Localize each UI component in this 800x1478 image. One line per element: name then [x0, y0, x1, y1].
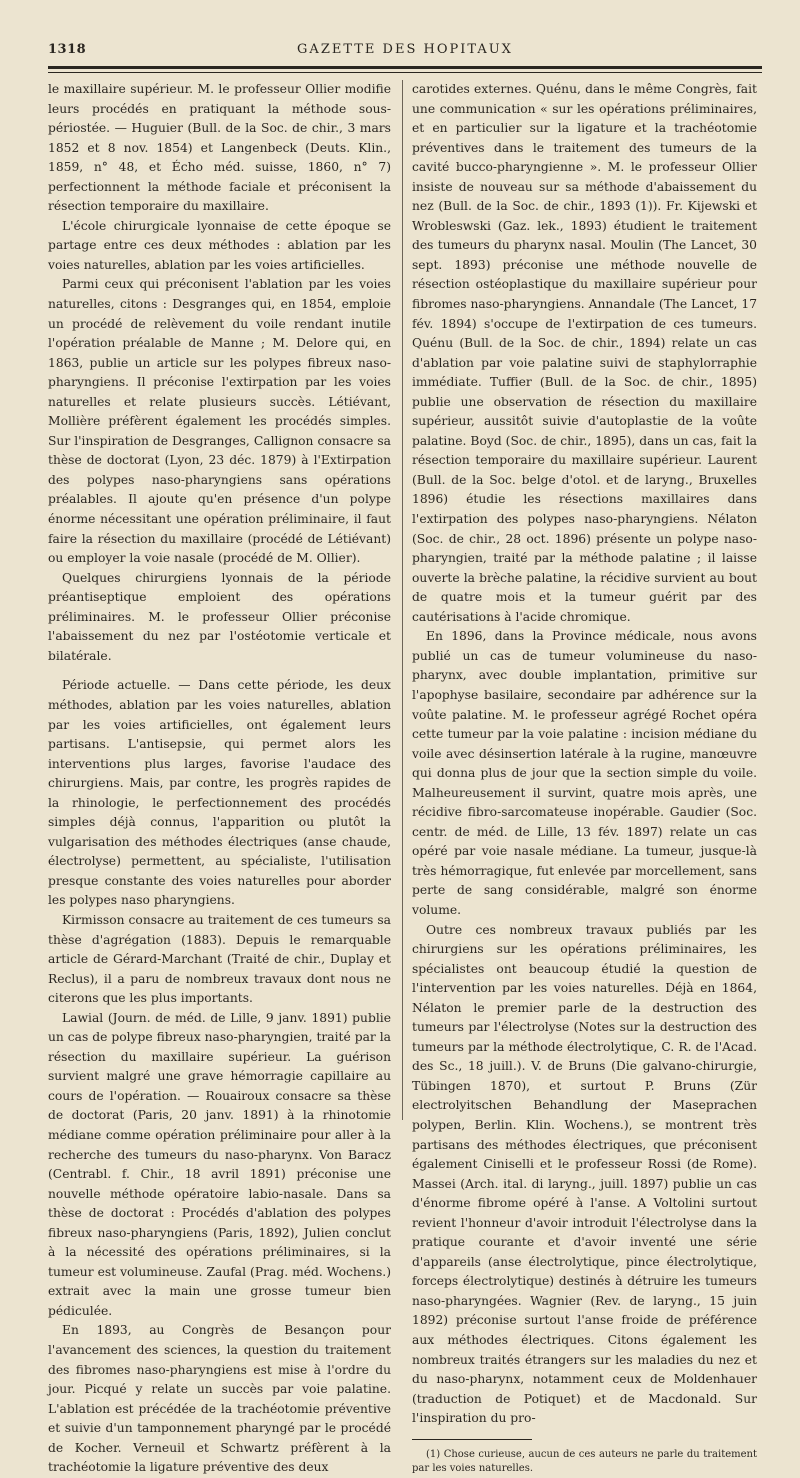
footnote: (1) Chose curieuse, aucun de ces auteurs ne parle du traitement par les voies naturelles.	[412, 1448, 757, 1474]
section-paragraph-periode-actuelle: Période actuelle. — Dans cette période, les deux méthodes, ablation par les voies naturelles, ablation par les voies artificielles, ont également leurs partisans. L'antisepsie, qui permet alors les interventions plus larges, favorise l'audace des chirurgiens. Mais, par contre, les progrès rapides de la rhinologie, le perfectionnement des procédés simples déjà connus, l'apparition ou plutôt la vulgarisation des méthodes électriques (anse chaude, électrolyse) permettent, au spécialiste, l'utilisation presque constante des voies naturelles pour aborder les polypes naso pharyngiens.	[48, 678, 391, 908]
column-divider	[402, 80, 403, 1120]
header-rule-thick	[48, 66, 762, 69]
paragraph: En 1893, au Congrès de Besançon pour l'avancement des sciences, la question du traitement des fibromes naso-pharyngiens est mise à l'ordre du jour. Picqué y relate un succès par voie palatine. L'ablation est précédée de la trachéotomie préventive et suivie d'un tamponnement pharyngé par le procédé de Kocher. Verneuil et Schwartz préfèrent à la trachéotomie la ligature préventive des deux	[48, 1323, 391, 1475]
page-header	[48, 40, 762, 62]
header-rule-thin	[48, 72, 762, 73]
paragraph: En 1896, dans la Province médicale, nous avons publié un cas de tumeur volumineuse du naso-pharynx, avec double implantation, primitive sur l'apophyse basilaire, secondaire par adhérence sur la voûte palatine. M. le professeur agrégé Rochet opéra cette tumeur par la voie palatine : incision médiane du voile avec désinsertion latérale à la rugine, manœuvre qui donna plus de jour que la section simple du voile. Malheureusement il survint, quatre mois après, une récidive fibro-sarcomateuse inopérable. Gaudier (Soc. centr. de méd. de Lille, 13 fév. 1897) relate un cas opéré par voie nasale médiane. La tumeur, jusque-là très hémorragique, fut enlevée par morcellement, sans perte de sang considérable, malgré son énorme volume.	[412, 629, 757, 917]
footnote-rule	[412, 1439, 532, 1440]
paragraph: Outre ces nombreux travaux publiés par les chirurgiens sur les opérations préliminaires, les spécialistes ont beaucoup étudié la question de l'intervention par les voies naturelles. Déjà en 1864, Nélaton le premier parle de la destruction des tumeurs par l'électrolyse (Notes sur la destruction des tumeurs par la méthode électrolytique, C. R. de l'Acad. des Sc., 18 juill.). V. de Bruns (Die galvano-chirurgie, Tübingen 1870), et surtout P. Bruns (Zür electrolyitschen Behandlung der Maseprachen polypen, Berlin. Klin. Wochens.), se montrent très partisans des méthodes électriques, que préconisent également Ciniselli et le professeur Rossi (de Rome). Massei (Arch. ital. di laryng., juill. 1897) publie un cas d'énorme fibrome opéré à l'anse. A Voltolini surtout revient l'honneur d'avoir introduit l'électrolyse dans la pratique courante et d'avoir inventé une série d'appareils (anse électrolytique, pince électrolytique, forceps électrolytique) destinés à détruire les tumeurs naso-pharyngées. Wagnier (Rev. de laryng., 15 juin 1892) préconise surtout l'anse froide de préférence aux méthodes électriques. Citons également les nombreux traités étrangers sur les maladies du nez et du naso-pharynx, notamment ceux de Moldenhauer (traduction de Potiquet) et de Macdonald. Sur l'inspiration du pro-	[412, 922, 757, 1426]
paragraph: Quelques chirurgiens lyonnais de la période préantiseptique emploient des opérations préliminaires. M. le professeur Ollier préconise l'abaissement du nez par l'ostéotomie verticale et bilatérale.	[48, 570, 391, 663]
paragraph: Lawial (Journ. de méd. de Lille, 9 janv. 1891) publie un cas de polype fibreux naso-pharyngien, traité par la résection du maxillaire supérieur. La guérison survient malgré une grave hémorragie capillaire au cours de l'opération. — Rouairoux consacre sa thèse de doctorat (Paris, 20 janv. 1891) à la rhinotomie médiane comme opération préliminaire pour aller à la recherche des tumeurs du naso-pharynx. Von Baracz (Centrabl. f. Chir., 18 avril 1891) préconise une nouvelle méthode opératoire labio-nasale. Dans sa thèse de doctorat : Procédés d'ablation des polypes fibreux naso-pharyngiens (Paris, 1892), Julien conclut à la nécessité des opérations préliminaires, si la tumeur est volumineuse. Zaufal (Prag. méd. Wochens.) extrait avec la main une grosse tumeur bien pédiculée.	[48, 1010, 391, 1318]
paragraph: Parmi ceux qui préconisent l'ablation par les voies naturelles, citons : Desgranges qui, en 1854, emploie un procédé de relèvement du voile rendant inutile l'opération préalable de Manne ; M. Delore qui, en 1863, publie un article sur les polypes fibreux naso-pharyngiens. Il préconise l'extirpation par les voies naturelles et relate plusieurs succès. Létiévant, Mollière préfèrent également les procédés simples. Sur l'inspiration de Desgranges, Callignon consacre sa thèse de doctorat (Lyon, 23 déc. 1879) à l'Extirpation des polypes naso-pharyngiens sans opérations préalables. Il ajoute qu'en présence d'un polype énorme nécessitant une opération préliminaire, il faut faire la résection du maxillaire (procédé de Létiévant) ou employer la voie nasale (procédé de M. Ollier).	[48, 277, 391, 566]
paragraph: L'école chirurgicale lyonnaise de cette époque se partage entre ces deux méthodes : ablation par les voies naturelles, ablation par les voies artificielles.	[48, 218, 391, 272]
paragraph: Kirmisson consacre au traitement de ces tumeurs sa thèse d'agrégation (1883). Depuis le remarquable article de Gérard-Marchant (Traité de chir., Duplay et Reclus), il a paru de nombreux travaux dont nous ne citerons que les plus importants.	[48, 912, 391, 1006]
page-number: 1318	[48, 42, 87, 57]
right-column	[412, 80, 757, 1476]
paragraph: carotides externes. Quénu, dans le même Congrès, fait une communication « sur les opérations préliminaires, et en particulier sur la ligature et la trachéotomie préventives dans le traitement des tumeurs de la cavité bucco-pharyngienne ». M. le professeur Ollier insiste de nouveau sur sa méthode d'abaissement du nez (Bull. de la Soc. de chir., 1893 (1)). Fr. Kijewski et Wrobleswski (Gaz. lek., 1893) étudient le traitement des tumeurs du pharynx nasal. Moulin (The Lancet, 30 sept. 1893) préconise une méthode nouvelle de résection ostéoplastique du maxillaire supérieur pour fibromes naso-pharyngiens. Annandale (The Lancet, 17 fév. 1894) s'occupe de l'extirpation de ces tumeurs. Quénu (Bull. de la Soc. de chir., 1894) relate un cas d'ablation par voie palatine suivi de staphylorraphie immédiate. Tuffier (Bull. de la Soc. de chir., 1895) publie une observation de résection du maxillaire supérieur, aussitôt suivie d'autoplastie de la voûte palatine. Boyd (Soc. de chir., 1895), dans un cas, fait la résection temporaire du maxillaire supérieur. Laurent (Bull. de la Soc. belge d'otol. et de laryng., Bruxelles 1896) étudie les résections maxillaires dans l'extirpation des polypes naso-pharyngiens. Nélaton (Soc. de chir., 28 oct. 1896) présente un polype naso-pharyngien, traité par la méthode palatine ; il laisse ouverte la brèche palatine, la récidive survient au bout de quatre mois et la tumeur guérit par des cautérisations à l'acide chromique.	[412, 82, 758, 624]
paragraph: le maxillaire supérieur. M. le professeur Ollier modifie leurs procédés en pratiquant la méthode sous-périostée. — Huguier (Bull. de la Soc. de chir., 3 mars 1852 et 8 nov. 1854) et Langenbeck (Deuts. Klin., 1859, n° 48, et Écho méd. suisse, 1860, n° 7) perfectionnent la méthode faciale et préconisent la résection temporaire du maxillaire.	[48, 82, 391, 214]
journal-title: GAZETTE DES HOPITAUX	[297, 42, 513, 57]
left-column	[48, 80, 391, 1478]
